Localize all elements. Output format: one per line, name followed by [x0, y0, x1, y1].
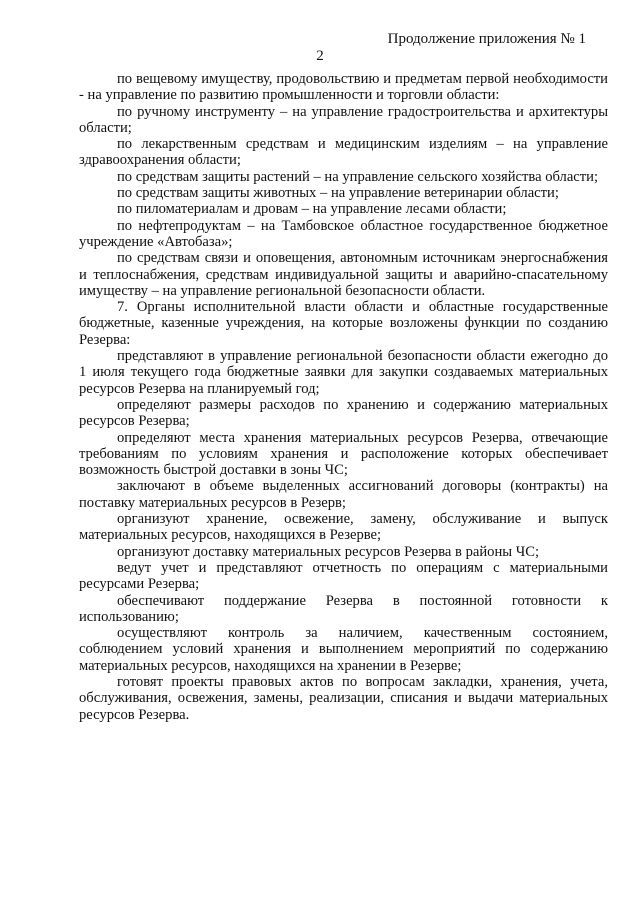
paragraph-storage-places: определяют места хранения материальных ресурсов Резерва, отвечающие требованиям по условиям хранения и расположение которых обеспечивает возможность быстрой доставки в зоны ЧС; [79, 429, 608, 479]
paragraph-accounting: ведут учет и представляют отчетность по операциям с материальными ресурсами Резерва; [79, 559, 608, 593]
paragraph-delivery: организуют доставку материальных ресурсов Резерва в районы ЧС; [117, 543, 540, 560]
paragraph-medicines: по лекарственным средствам и медицинским изделиям – на управление здравоохранения области; [79, 136, 608, 169]
page-number: 2 [316, 48, 324, 64]
paragraph-lumber: по пиломатериалам и дровам – на управление лесами области; [117, 201, 507, 218]
paragraph-storage-maintenance: организуют хранение, освежение, замену, обслуживание и выпуск материальных ресурсов, находящихся в Резерве; [79, 511, 608, 544]
paragraph-animal-protection: по средствам защиты животных – на управление ветеринарии области; [117, 185, 559, 202]
paragraph-control: осуществляют контроль за наличием, качественным состоянием, соблюдением условий хранения и выполнением мероприятий по содержанию материальных ресурсов, находящихся на хранении в Резерве; [79, 625, 608, 674]
paragraph-budget-requests: представляют в управление региональной безопасности области ежегодно до 1 июля текущего года бюджетные заявки для закупки создаваемых материальных ресурсов Резерва на планируемый год; [79, 348, 608, 397]
paragraph-storage-costs: определяют размеры расходов по хранению и содержанию материальных ресурсов Резерва; [79, 396, 608, 430]
document-body [79, 71, 608, 723]
paragraph-clothing-food: по вещевому имуществу, продовольствию и предметам первой необходимости - на управление по развитию промышленности и торговли области: [79, 71, 608, 104]
paragraph-hand-tools: по ручному инструменту – на управление градостроительства и архитектуры области; [79, 103, 608, 136]
paragraph-item-7: 7. Органы исполнительной власти области и областные государственные бюджетные, казенные учреждения, на которые возложены функции по созданию Резерва: [79, 299, 608, 348]
appendix-continuation-header: Продолжение приложения № 1 [387, 31, 586, 47]
paragraph-legal-acts: готовят проекты правовых актов по вопросам закладки, хранения, учета, обслуживания, освежения, замены, реализации, списания и выдачи материальных ресурсов Резерва. [79, 673, 608, 723]
paragraph-communications: по средствам связи и оповещения, автономным источникам энергоснабжения и теплоснабжения, средствам индивидуальной защиты и аварийно-спасательному имуществу – на управление региональной безопасности области. [79, 250, 608, 299]
paragraph-petroleum: по нефтепродуктам – на Тамбовское областное государственное бюджетное учреждение «Автобаза»; [79, 217, 608, 250]
paragraph-contracts: заключают в объеме выделенных ассигнований договоры (контракты) на поставку материальных ресурсов в Резерв; [79, 478, 608, 511]
paragraph-readiness: обеспечивают поддержание Резерва в постоянной готовности к использованию; [79, 592, 608, 625]
paragraph-plant-protection: по средствам защиты растений – на управление сельского хозяйства области; [117, 168, 599, 185]
